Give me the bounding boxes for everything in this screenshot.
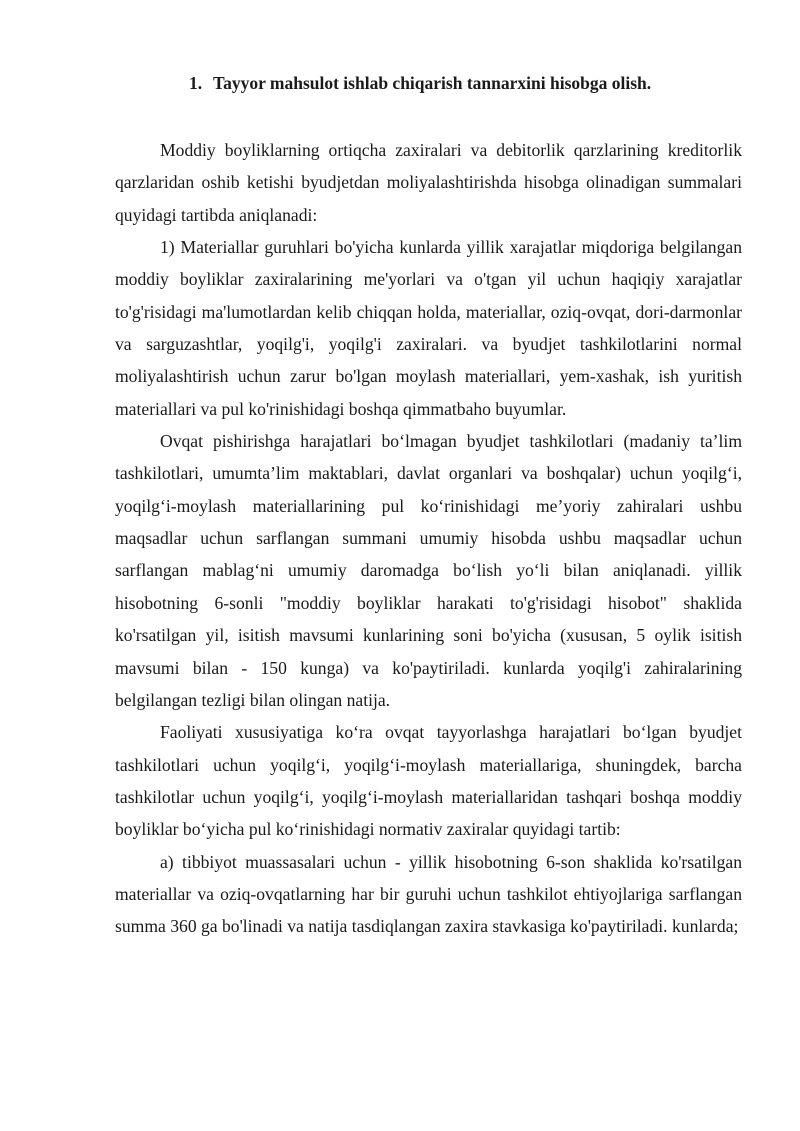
heading-title: Tayyor mahsulot ishlab chiqarish tannarxini hisobga olish. [213,73,652,93]
heading-spacer [115,100,742,134]
heading-number: 1. [189,73,203,93]
paragraph-intro: Moddiy boyliklarning ortiqcha zaxiralari va debitorlik qarzlarining kreditorlik qarzlaridan oshib ketishi byudjetdan moliyalashtirishda hisobga olinadigan summalari quyidagi tartibda aniqlanadi: [115,140,742,225]
paragraph-normative-reserves: Faoliyati xususiyatiga ko‘ra ovqat tayyorlashga harajatlari bo‘lgan byudjet tashkilotlari uchun yoqilg‘i, yoqilg‘i-moylash materiallariga, shuningdek, barcha tashkilotlar uchun yoqilg‘i, yoqilg‘i-moylash materiallaridan tashqari boshqa moddiy boyliklar bo‘yicha pul ko‘rinishidagi normativ zaxiralar quyidagi tartib: [115,722,742,840]
paragraph-item-1: 1) Materiallar guruhlari bo'yicha kunlarda yillik xarajatlar miqdoriga belgilangan moddiy boyliklar zaxiralarining me'yorlari va o'tgan yil uchun haqiqiy xarajatlar to'g'risidagi ma'lumotlardan kelib chiqqan holda, materiallar, oziq-ovqat, dori-darmonlar va sarguzashtlar, yoqilg'i, yoqilg'i zaxiralari. va byudjet tashkilotlarini normal moliyalashtirish uchun zarur bo'lgan moylash materiallari, yem-xashak, ish yuritish materiallari va pul ko'rinishidagi boshqa qimmatbaho buyumlar. [115,237,742,419]
paragraph-fuel-reserves: Ovqat pishirishga harajatlari bo‘lmagan byudjet tashkilotlari (madaniy ta’lim tashkilotlari, umumta’lim maktablari, davlat organlari va boshqalar) uchun yoqilg‘i, yoqilg‘i-moylash materiallarining pul ko‘rinishidagi me’yoriy zahiralari ushbu maqsadlar uchun sarflangan summani umumiy hisobda ushbu maqsadlar uchun sarflangan mablag‘ni umumiy daromadga bo‘lish yo‘li bilan aniqlanadi. yillik hisobotning 6-sonli "moddiy boyliklar harakati to'g'risidagi hisobot" shaklida ko'rsatilgan yil, isitish mavsumi kunlarining soni bo'yicha (xususan, 5 oylik isitish mavsumi bilan - 150 kunga) va ko'paytiriladi. kunlarda yoqilg'i zahiralarining belgilangan tezligi bilan olingan natija. [115,431,742,710]
paragraph-item-a: a) tibbiyot muassasalari uchun - yillik hisobotning 6-son shaklida ko'rsatilgan materiallar va oziq-ovqatlarning har bir guruhi uchun tashkilot ehtiyojlariga sarflangan summa 360 ga bo'linadi va natija tasdiqlangan zaxira stavkasiga ko'paytiriladi. kunlarda; [115,851,742,937]
document-page [115,66,742,943]
section-heading [115,66,742,100]
